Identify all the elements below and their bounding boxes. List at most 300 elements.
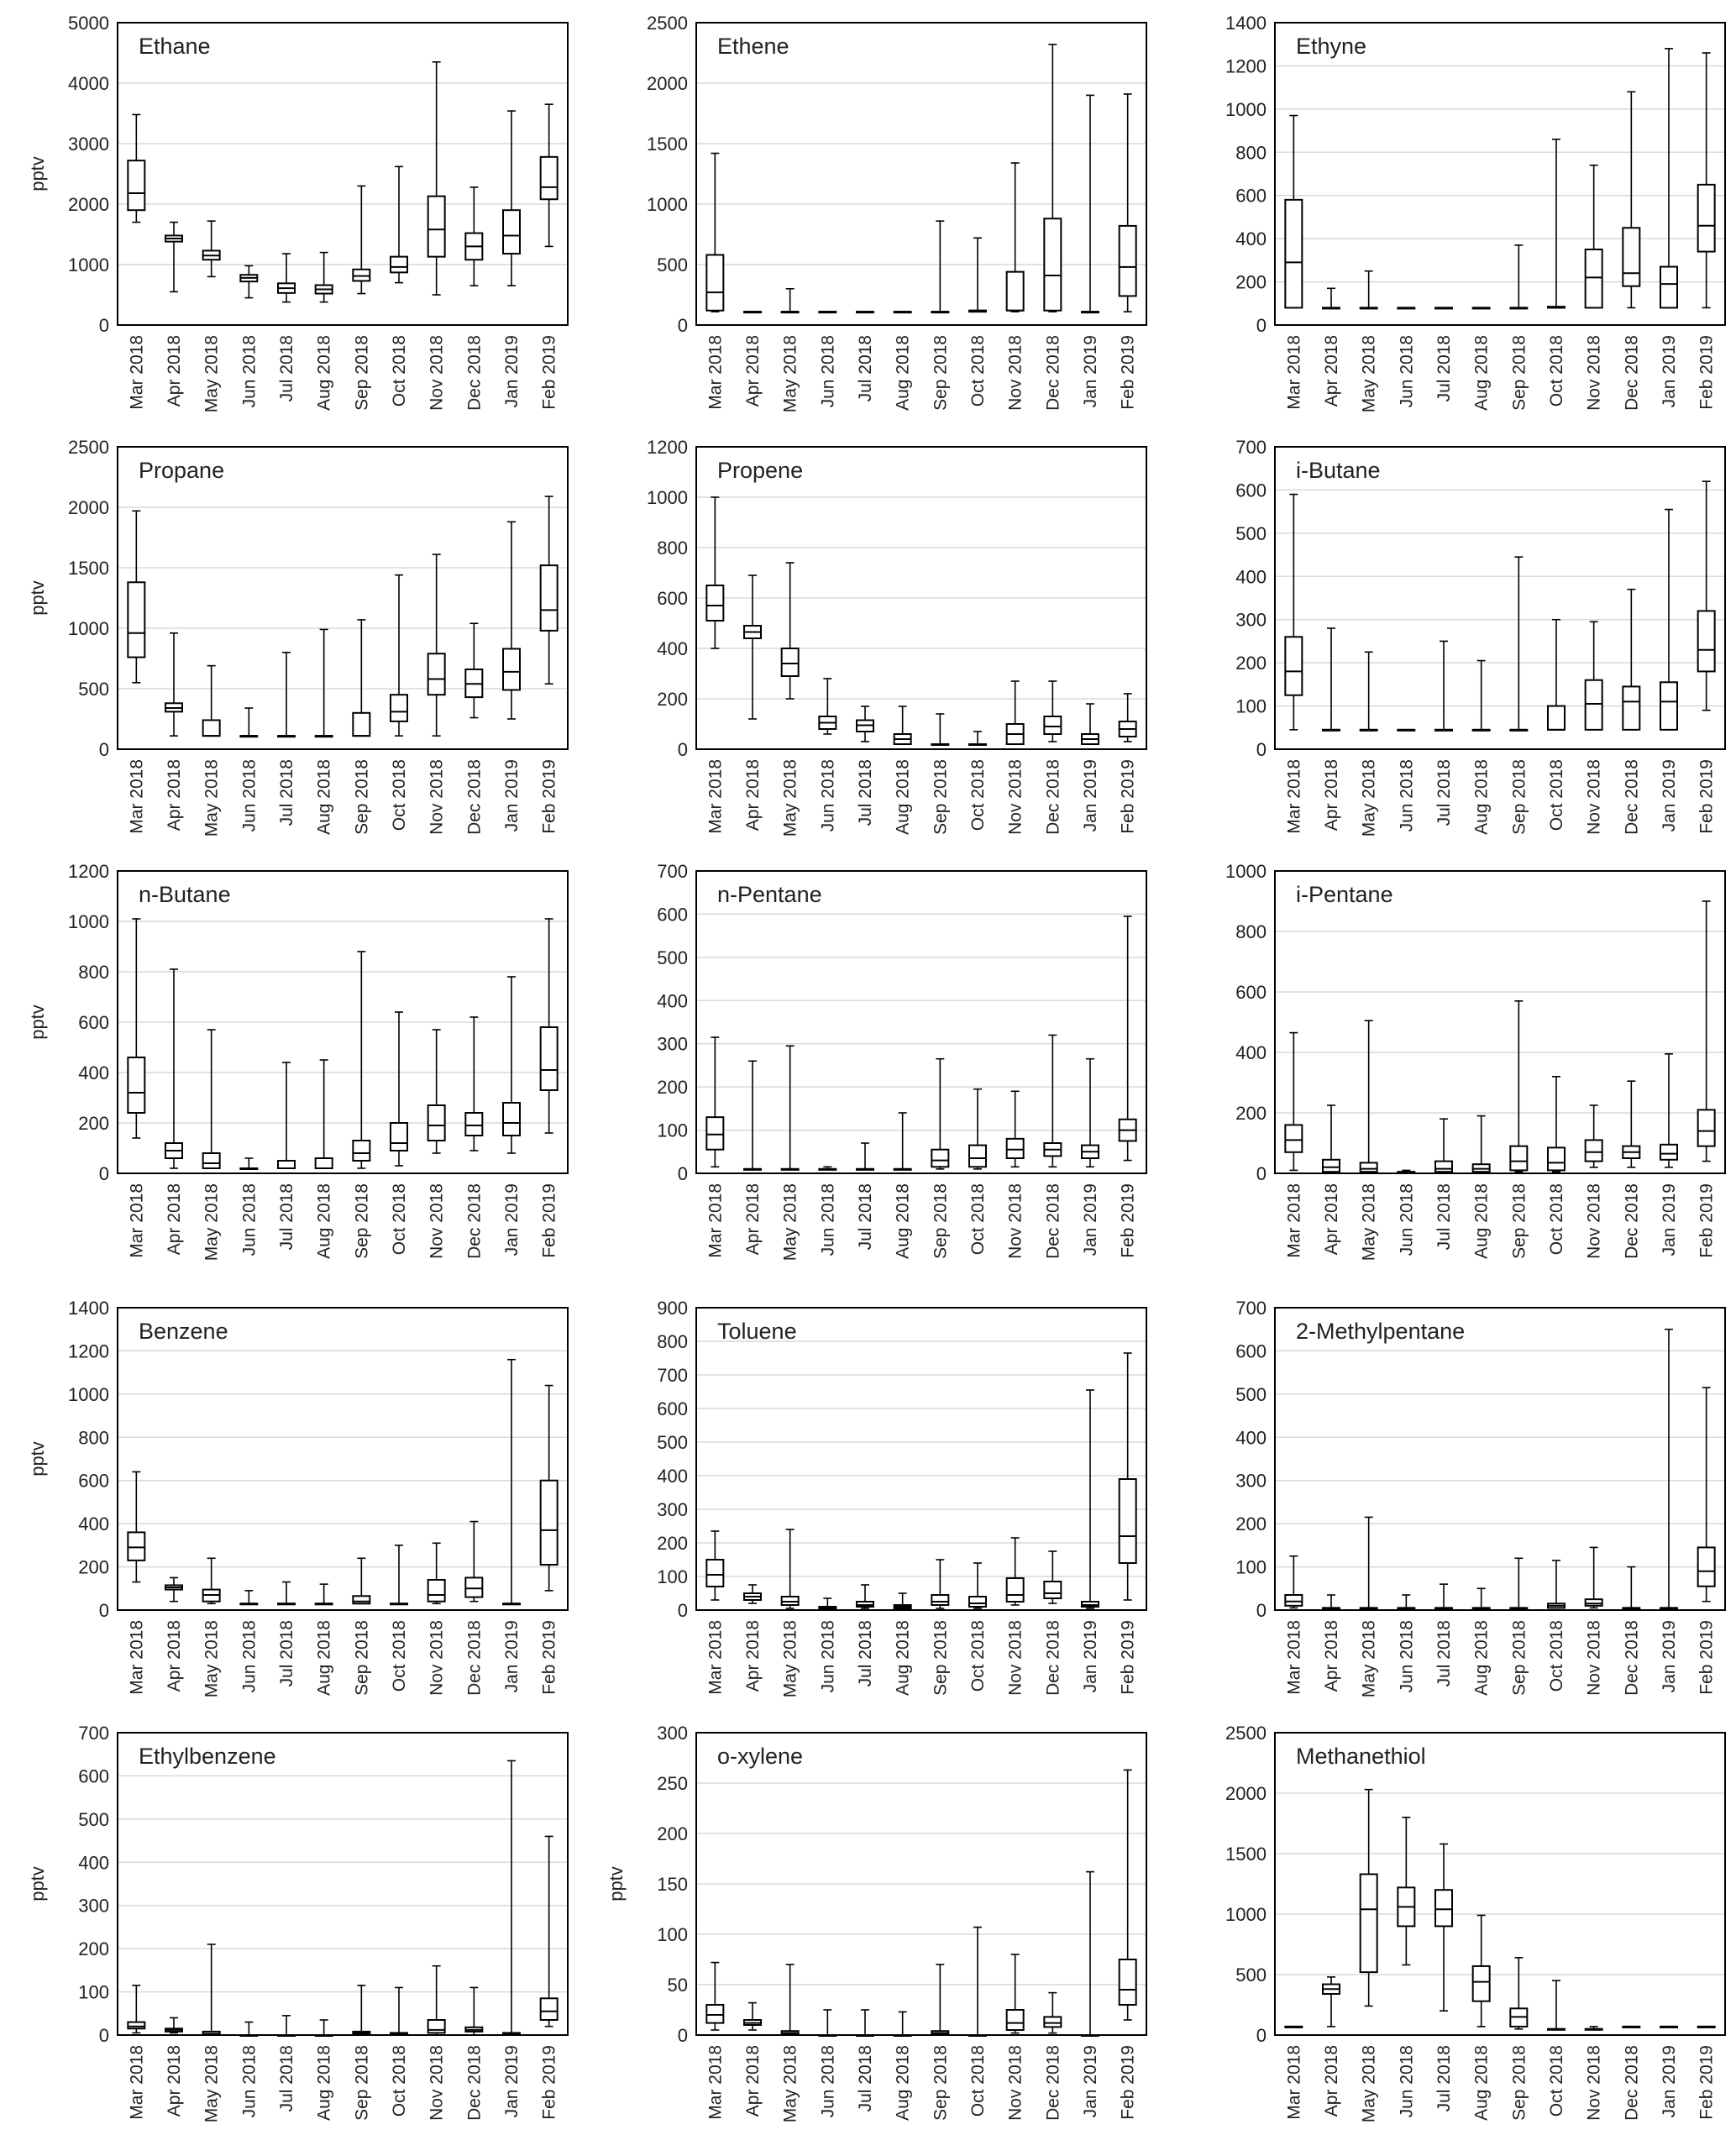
x-tick-label: May 2018 bbox=[202, 335, 222, 413]
y-tick-label: 2500 bbox=[68, 437, 109, 458]
box-may-2018 bbox=[203, 221, 220, 276]
box-feb-2019 bbox=[1698, 481, 1715, 711]
x-tick-label: Feb 2019 bbox=[1118, 2045, 1138, 2120]
box-jun-2018 bbox=[819, 1598, 836, 1610]
box-may-2018 bbox=[203, 1030, 220, 1168]
x-tick-label: Jun 2018 bbox=[818, 335, 838, 408]
box-oct-2018 bbox=[969, 1089, 986, 1169]
box-dec-2018 bbox=[465, 1987, 482, 2035]
x-tick-label: Jan 2019 bbox=[1081, 1183, 1100, 1256]
y-tick-label: 1500 bbox=[68, 558, 109, 579]
x-tick-label: Nov 2018 bbox=[427, 335, 447, 411]
box-apr-2018 bbox=[1323, 1977, 1340, 2027]
y-tick-label: 600 bbox=[78, 1470, 109, 1492]
x-tick-label: Aug 2018 bbox=[893, 759, 913, 835]
x-tick-label: Apr 2018 bbox=[743, 2045, 763, 2117]
box-sep-2018 bbox=[353, 620, 370, 736]
chart-svg bbox=[0, 424, 579, 855]
box-jan-2019 bbox=[1660, 1054, 1677, 1167]
x-tick-label: Aug 2018 bbox=[893, 335, 913, 411]
y-tick-label: 1000 bbox=[647, 194, 688, 215]
chart-svg bbox=[579, 424, 1157, 855]
x-tick-label: Oct 2018 bbox=[390, 1620, 409, 1692]
box-mar-2018 bbox=[706, 154, 723, 312]
x-tick-label: Jul 2018 bbox=[277, 335, 296, 402]
box-apr-2018 bbox=[1323, 1595, 1340, 1608]
x-tick-label: Nov 2018 bbox=[1005, 335, 1025, 411]
y-tick-label: 500 bbox=[1235, 1383, 1267, 1405]
box-iqr bbox=[1120, 1479, 1136, 1563]
x-tick-label: Feb 2019 bbox=[539, 2045, 559, 2120]
y-tick-label: 1400 bbox=[1225, 13, 1267, 34]
chart-svg bbox=[1157, 424, 1736, 855]
box-iqr bbox=[1044, 218, 1061, 310]
x-tick-label: Jan 2019 bbox=[1081, 759, 1100, 832]
box-iqr bbox=[1007, 2010, 1024, 2030]
y-tick-label: 0 bbox=[98, 1163, 109, 1184]
x-tick-label: Oct 2018 bbox=[390, 2045, 409, 2117]
box-mar-2018 bbox=[1285, 1033, 1302, 1171]
box-iqr bbox=[1361, 1162, 1377, 1172]
box-mar-2018 bbox=[706, 497, 723, 648]
x-tick-label: Mar 2018 bbox=[705, 2045, 726, 2120]
y-tick-label: 500 bbox=[657, 947, 688, 968]
box-iqr bbox=[541, 1027, 558, 1090]
box-iqr bbox=[541, 1998, 558, 2020]
box-series bbox=[1285, 901, 1714, 1172]
x-tick-label: Jan 2019 bbox=[1081, 335, 1100, 408]
x-tick-label: Jun 2018 bbox=[818, 2045, 838, 2118]
x-tick-label: Nov 2018 bbox=[427, 2045, 447, 2121]
y-tick-label: 1000 bbox=[1225, 861, 1267, 882]
plot-frame bbox=[118, 447, 568, 749]
box-mar-2018 bbox=[128, 511, 144, 682]
x-tick-label: Aug 2018 bbox=[314, 759, 334, 835]
chart-svg bbox=[0, 848, 579, 1279]
x-tick-label: Oct 2018 bbox=[390, 759, 409, 831]
y-tick-label: 200 bbox=[1235, 1513, 1267, 1535]
x-tick-label: Oct 2018 bbox=[968, 1620, 988, 1692]
box-iqr bbox=[969, 1146, 986, 1167]
y-axis-title: pptv bbox=[27, 156, 48, 191]
y-tick-label: 1000 bbox=[68, 618, 109, 639]
box-apr-2018 bbox=[165, 633, 182, 736]
box-iqr bbox=[128, 1532, 144, 1560]
box-iqr bbox=[1120, 226, 1136, 296]
y-tick-label: 50 bbox=[667, 1975, 688, 1996]
x-tick-label: Mar 2018 bbox=[1284, 759, 1304, 834]
box-iqr bbox=[1044, 1582, 1061, 1598]
x-tick-label: Apr 2018 bbox=[1322, 1620, 1341, 1692]
box-jul-2018 bbox=[1435, 641, 1452, 730]
box-dec-2018 bbox=[1044, 1035, 1061, 1167]
x-tick-label: Jun 2018 bbox=[239, 335, 260, 408]
x-tick-label: Sep 2018 bbox=[931, 1620, 951, 1696]
box-oct-2018 bbox=[969, 1928, 986, 2036]
y-tick-label: 500 bbox=[1235, 1965, 1267, 1986]
box-dec-2018 bbox=[1044, 1993, 1061, 2033]
box-apr-2018 bbox=[744, 1061, 761, 1170]
box-aug-2018 bbox=[1473, 307, 1490, 308]
y-tick-label: 400 bbox=[78, 1062, 109, 1083]
box-series bbox=[128, 919, 557, 1169]
box-mar-2018 bbox=[128, 114, 144, 222]
box-jul-2018 bbox=[857, 2010, 873, 2036]
x-tick-label: May 2018 bbox=[780, 335, 800, 413]
chart-title: Propane bbox=[139, 458, 225, 483]
box-sep-2018 bbox=[1510, 557, 1527, 731]
box-nov-2018 bbox=[1007, 681, 1024, 744]
chart-panel-propane bbox=[0, 424, 579, 855]
y-tick-label: 300 bbox=[1235, 609, 1267, 631]
box-iqr bbox=[428, 1105, 445, 1141]
y-tick-label: 0 bbox=[1256, 1600, 1267, 1621]
y-tick-label: 600 bbox=[78, 1012, 109, 1033]
box-series bbox=[1285, 481, 1714, 731]
y-tick-label: 0 bbox=[677, 2025, 688, 2046]
box-series bbox=[128, 1760, 557, 2036]
y-tick-label: 400 bbox=[1235, 1427, 1267, 1449]
x-tick-label: Sep 2018 bbox=[352, 759, 372, 835]
box-iqr bbox=[1120, 1959, 1136, 2005]
box-jul-2018 bbox=[278, 653, 295, 737]
box-feb-2019 bbox=[1698, 1387, 1715, 1602]
x-tick-label: Oct 2018 bbox=[968, 759, 988, 831]
box-may-2018 bbox=[1361, 271, 1377, 309]
x-tick-label: Aug 2018 bbox=[314, 1183, 334, 1259]
box-jan-2019 bbox=[1082, 1059, 1099, 1167]
box-nov-2018 bbox=[1586, 1105, 1602, 1167]
box-apr-2018 bbox=[165, 2017, 182, 2033]
x-tick-label: Dec 2018 bbox=[1043, 1620, 1063, 1696]
box-mar-2018 bbox=[128, 1986, 144, 2033]
x-tick-label: Mar 2018 bbox=[705, 759, 726, 834]
box-sep-2018 bbox=[1510, 245, 1527, 309]
y-tick-label: 400 bbox=[1235, 228, 1267, 250]
y-axis bbox=[657, 1723, 1146, 2046]
x-tick-label: Jul 2018 bbox=[856, 759, 875, 826]
box-sep-2018 bbox=[1510, 1001, 1527, 1172]
y-tick-label: 400 bbox=[1235, 1042, 1267, 1063]
box-nov-2018 bbox=[1007, 1538, 1024, 1605]
box-oct-2018 bbox=[969, 238, 986, 312]
x-tick-label: May 2018 bbox=[780, 1183, 800, 1262]
y-tick-label: 200 bbox=[78, 1113, 109, 1134]
y-tick-label: 1500 bbox=[647, 134, 688, 155]
box-iqr bbox=[203, 1153, 220, 1168]
x-tick-label: Aug 2018 bbox=[1471, 1620, 1492, 1696]
chart-title: Ethane bbox=[139, 34, 211, 59]
box-feb-2019 bbox=[541, 496, 558, 684]
x-tick-label: Apr 2018 bbox=[165, 759, 184, 831]
box-aug-2018 bbox=[316, 2020, 333, 2036]
box-oct-2018 bbox=[1548, 1980, 1565, 2030]
x-tick-label: Apr 2018 bbox=[1322, 759, 1341, 831]
box-jun-2018 bbox=[819, 1167, 836, 1170]
y-tick-label: 400 bbox=[1235, 566, 1267, 588]
box-aug-2018 bbox=[894, 1593, 911, 1610]
x-tick-label: Feb 2019 bbox=[1118, 1620, 1138, 1695]
box-jun-2018 bbox=[1398, 730, 1414, 731]
y-tick-label: 200 bbox=[657, 689, 688, 710]
box-may-2018 bbox=[782, 1529, 799, 1608]
box-mar-2018 bbox=[128, 1471, 144, 1582]
box-mar-2018 bbox=[706, 1037, 723, 1167]
chart-title: i-Pentane bbox=[1296, 882, 1393, 907]
chart-svg bbox=[579, 848, 1157, 1279]
box-iqr bbox=[1285, 637, 1302, 695]
box-dec-2018 bbox=[465, 623, 482, 717]
x-tick-label: Mar 2018 bbox=[1284, 1620, 1304, 1695]
y-tick-label: 0 bbox=[677, 739, 688, 760]
x-tick-label: Jun 2018 bbox=[818, 1183, 838, 1256]
chart-panel-i-pentane bbox=[1157, 848, 1736, 1279]
x-tick-label: Dec 2018 bbox=[1622, 2045, 1642, 2121]
y-tick-label: 800 bbox=[78, 1427, 109, 1449]
box-jul-2018 bbox=[278, 1062, 295, 1168]
chart-svg bbox=[1157, 1710, 1736, 2141]
box-series bbox=[706, 1770, 1135, 2036]
box-jun-2018 bbox=[1398, 307, 1414, 308]
box-iqr bbox=[391, 257, 407, 273]
chart-panel-i-butane bbox=[1157, 424, 1736, 855]
box-iqr bbox=[353, 713, 370, 736]
x-tick-label: Feb 2019 bbox=[1697, 759, 1717, 834]
x-tick-label: Mar 2018 bbox=[705, 335, 726, 410]
box-iqr bbox=[1586, 1599, 1602, 1606]
chart-panel-n-pentane bbox=[579, 848, 1157, 1279]
box-iqr bbox=[541, 157, 558, 199]
y-tick-label: 400 bbox=[657, 990, 688, 1012]
x-tick-label: Oct 2018 bbox=[968, 335, 988, 407]
y-tick-label: 600 bbox=[1235, 982, 1267, 1003]
box-iqr bbox=[128, 1057, 144, 1113]
box-sep-2018 bbox=[353, 952, 370, 1168]
box-jul-2018 bbox=[857, 1585, 873, 1608]
box-aug-2018 bbox=[1473, 1588, 1490, 1608]
box-feb-2019 bbox=[1120, 1770, 1136, 2020]
x-tick-label: Nov 2018 bbox=[1584, 1620, 1604, 1696]
y-tick-label: 100 bbox=[1235, 1556, 1267, 1578]
box-series bbox=[1285, 49, 1714, 309]
x-tick-label: Jan 2019 bbox=[502, 335, 522, 408]
box-iqr bbox=[1586, 1140, 1602, 1161]
box-iqr bbox=[1044, 716, 1061, 734]
x-tick-label: Oct 2018 bbox=[968, 1183, 988, 1256]
x-tick-label: May 2018 bbox=[780, 759, 800, 837]
y-tick-label: 0 bbox=[98, 1600, 109, 1621]
box-aug-2018 bbox=[894, 706, 911, 744]
y-tick-label: 0 bbox=[98, 315, 109, 336]
y-tick-label: 0 bbox=[98, 2025, 109, 2046]
box-iqr bbox=[128, 582, 144, 657]
x-tick-label: Dec 2018 bbox=[1043, 2045, 1063, 2121]
box-may-2018 bbox=[782, 289, 799, 312]
x-tick-label: Jan 2019 bbox=[502, 1620, 522, 1693]
y-tick-label: 600 bbox=[1235, 480, 1267, 501]
box-jul-2018 bbox=[1435, 1119, 1452, 1172]
plot-frame bbox=[1275, 1733, 1725, 2035]
box-jun-2018 bbox=[819, 679, 836, 734]
box-series bbox=[706, 1353, 1135, 1610]
y-tick-label: 100 bbox=[657, 1120, 688, 1141]
box-jan-2019 bbox=[1082, 704, 1099, 744]
x-tick-label: Jan 2019 bbox=[502, 2045, 522, 2118]
x-tick-label: Mar 2018 bbox=[127, 335, 147, 410]
box-may-2018 bbox=[203, 1944, 220, 2035]
box-aug-2018 bbox=[894, 2012, 911, 2036]
box-iqr bbox=[391, 1123, 407, 1151]
box-oct-2018 bbox=[969, 732, 986, 745]
box-iqr bbox=[782, 648, 799, 676]
x-tick-label: Jul 2018 bbox=[856, 1183, 875, 1251]
box-dec-2018 bbox=[1623, 1567, 1639, 1609]
box-aug-2018 bbox=[894, 1113, 911, 1170]
x-tick-label: Dec 2018 bbox=[1043, 759, 1063, 835]
y-tick-label: 2000 bbox=[68, 194, 109, 215]
plot-frame bbox=[1275, 447, 1725, 749]
y-tick-label: 1000 bbox=[647, 487, 688, 508]
box-dec-2018 bbox=[1044, 681, 1061, 742]
box-jan-2019 bbox=[1660, 49, 1677, 308]
box-nov-2018 bbox=[428, 1543, 445, 1603]
x-tick-label: Dec 2018 bbox=[1043, 1183, 1063, 1259]
y-tick-label: 2000 bbox=[647, 73, 688, 94]
x-tick-label: May 2018 bbox=[202, 2045, 222, 2123]
x-tick-label: Jan 2019 bbox=[1660, 2045, 1679, 2118]
box-oct-2018 bbox=[391, 166, 407, 282]
chart-svg bbox=[0, 1285, 579, 1716]
y-tick-label: 600 bbox=[1235, 1340, 1267, 1362]
y-tick-label: 500 bbox=[78, 1808, 109, 1830]
y-tick-label: 1000 bbox=[1225, 1904, 1267, 1925]
x-tick-label: May 2018 bbox=[1359, 1620, 1379, 1698]
box-iqr bbox=[1323, 1160, 1340, 1172]
box-dec-2018 bbox=[1623, 1081, 1639, 1167]
box-jul-2018 bbox=[1435, 1844, 1452, 2011]
x-tick-label: Aug 2018 bbox=[1471, 1183, 1492, 1259]
x-tick-label: May 2018 bbox=[1359, 1183, 1379, 1262]
y-tick-label: 600 bbox=[657, 1398, 688, 1419]
chart-panel-propene bbox=[579, 424, 1157, 855]
y-tick-label: 300 bbox=[1235, 1470, 1267, 1492]
box-iqr bbox=[706, 1560, 723, 1587]
x-tick-label: Sep 2018 bbox=[1509, 759, 1529, 835]
box-iqr bbox=[1007, 1578, 1024, 1602]
chart-svg bbox=[1157, 0, 1736, 431]
box-jul-2018 bbox=[278, 254, 295, 302]
box-jul-2018 bbox=[857, 1143, 873, 1170]
x-tick-label: Mar 2018 bbox=[1284, 1183, 1304, 1258]
x-tick-label: Sep 2018 bbox=[352, 2045, 372, 2121]
box-aug-2018 bbox=[316, 253, 333, 302]
box-nov-2018 bbox=[1007, 1954, 1024, 2033]
chart-svg bbox=[1157, 1285, 1736, 1716]
chart-title: i-Butane bbox=[1296, 458, 1381, 483]
y-tick-label: 300 bbox=[657, 1033, 688, 1055]
box-series bbox=[706, 497, 1135, 745]
chart-panel-2-methylpentane bbox=[1157, 1285, 1736, 1716]
box-iqr bbox=[128, 2022, 144, 2029]
box-mar-2018 bbox=[128, 919, 144, 1138]
box-mar-2018 bbox=[706, 1531, 723, 1600]
y-tick-label: 0 bbox=[1256, 1163, 1267, 1184]
box-jun-2018 bbox=[1398, 1595, 1414, 1608]
box-may-2018 bbox=[782, 1046, 799, 1170]
box-jan-2019 bbox=[503, 111, 520, 286]
box-iqr bbox=[1361, 1874, 1377, 1972]
y-tick-label: 600 bbox=[78, 1765, 109, 1787]
box-iqr bbox=[1285, 1125, 1302, 1151]
box-jun-2018 bbox=[240, 265, 257, 297]
x-tick-label: Dec 2018 bbox=[464, 1183, 485, 1259]
x-tick-label: Oct 2018 bbox=[390, 335, 409, 407]
x-tick-label: Dec 2018 bbox=[1043, 335, 1063, 411]
x-tick-label: Mar 2018 bbox=[705, 1183, 726, 1258]
y-tick-label: 1200 bbox=[68, 861, 109, 882]
y-tick-label: 1000 bbox=[68, 911, 109, 932]
x-tick-label: Apr 2018 bbox=[165, 335, 184, 407]
x-tick-label: Apr 2018 bbox=[743, 759, 763, 831]
chart-panel-methanethiol bbox=[1157, 1710, 1736, 2141]
y-tick-label: 0 bbox=[1256, 2025, 1267, 2046]
box-may-2018 bbox=[782, 563, 799, 699]
x-tick-label: Oct 2018 bbox=[1547, 2045, 1566, 2117]
box-jul-2018 bbox=[1435, 1584, 1452, 1608]
box-may-2018 bbox=[1361, 1517, 1377, 1608]
box-jan-2019 bbox=[503, 977, 520, 1153]
box-may-2018 bbox=[1361, 652, 1377, 731]
x-tick-label: Jul 2018 bbox=[277, 759, 296, 826]
chart-title: o-xylene bbox=[717, 1744, 804, 1769]
x-tick-label: Nov 2018 bbox=[1005, 1620, 1025, 1696]
chart-svg bbox=[579, 1710, 1157, 2141]
box-iqr bbox=[503, 210, 520, 254]
box-nov-2018 bbox=[1586, 622, 1602, 730]
x-tick-label: Jun 2018 bbox=[818, 1620, 838, 1693]
box-nov-2018 bbox=[428, 554, 445, 736]
y-tick-label: 300 bbox=[657, 1499, 688, 1520]
box-feb-2019 bbox=[1120, 916, 1136, 1161]
chart-svg bbox=[1157, 848, 1736, 1279]
plot-frame bbox=[118, 23, 568, 325]
x-tick-label: Jan 2019 bbox=[1660, 759, 1679, 832]
x-tick-label: Jul 2018 bbox=[277, 2045, 296, 2112]
y-tick-label: 800 bbox=[78, 962, 109, 983]
y-axis bbox=[78, 1723, 568, 2046]
box-jan-2019 bbox=[503, 1760, 520, 2035]
x-tick-label: Feb 2019 bbox=[1697, 2045, 1717, 2120]
y-tick-label: 700 bbox=[1235, 1298, 1267, 1319]
box-series bbox=[128, 1360, 557, 1605]
x-tick-label: Mar 2018 bbox=[127, 1620, 147, 1695]
y-tick-label: 600 bbox=[657, 588, 688, 609]
box-iqr bbox=[1586, 249, 1602, 307]
y-axis-title: pptv bbox=[27, 1866, 48, 1902]
box-aug-2018 bbox=[1473, 1116, 1490, 1172]
box-apr-2018 bbox=[165, 1577, 182, 1601]
x-tick-label: Aug 2018 bbox=[1471, 2045, 1492, 2121]
y-tick-label: 0 bbox=[1256, 315, 1267, 336]
y-axis bbox=[68, 1298, 568, 1621]
x-tick-label: Jun 2018 bbox=[239, 2045, 260, 2118]
x-tick-label: Sep 2018 bbox=[1509, 1620, 1529, 1696]
box-iqr bbox=[353, 1596, 370, 1603]
box-nov-2018 bbox=[1586, 2027, 1602, 2030]
box-dec-2018 bbox=[465, 1017, 482, 1151]
x-tick-label: Dec 2018 bbox=[1622, 1620, 1642, 1696]
box-feb-2019 bbox=[1698, 901, 1715, 1162]
